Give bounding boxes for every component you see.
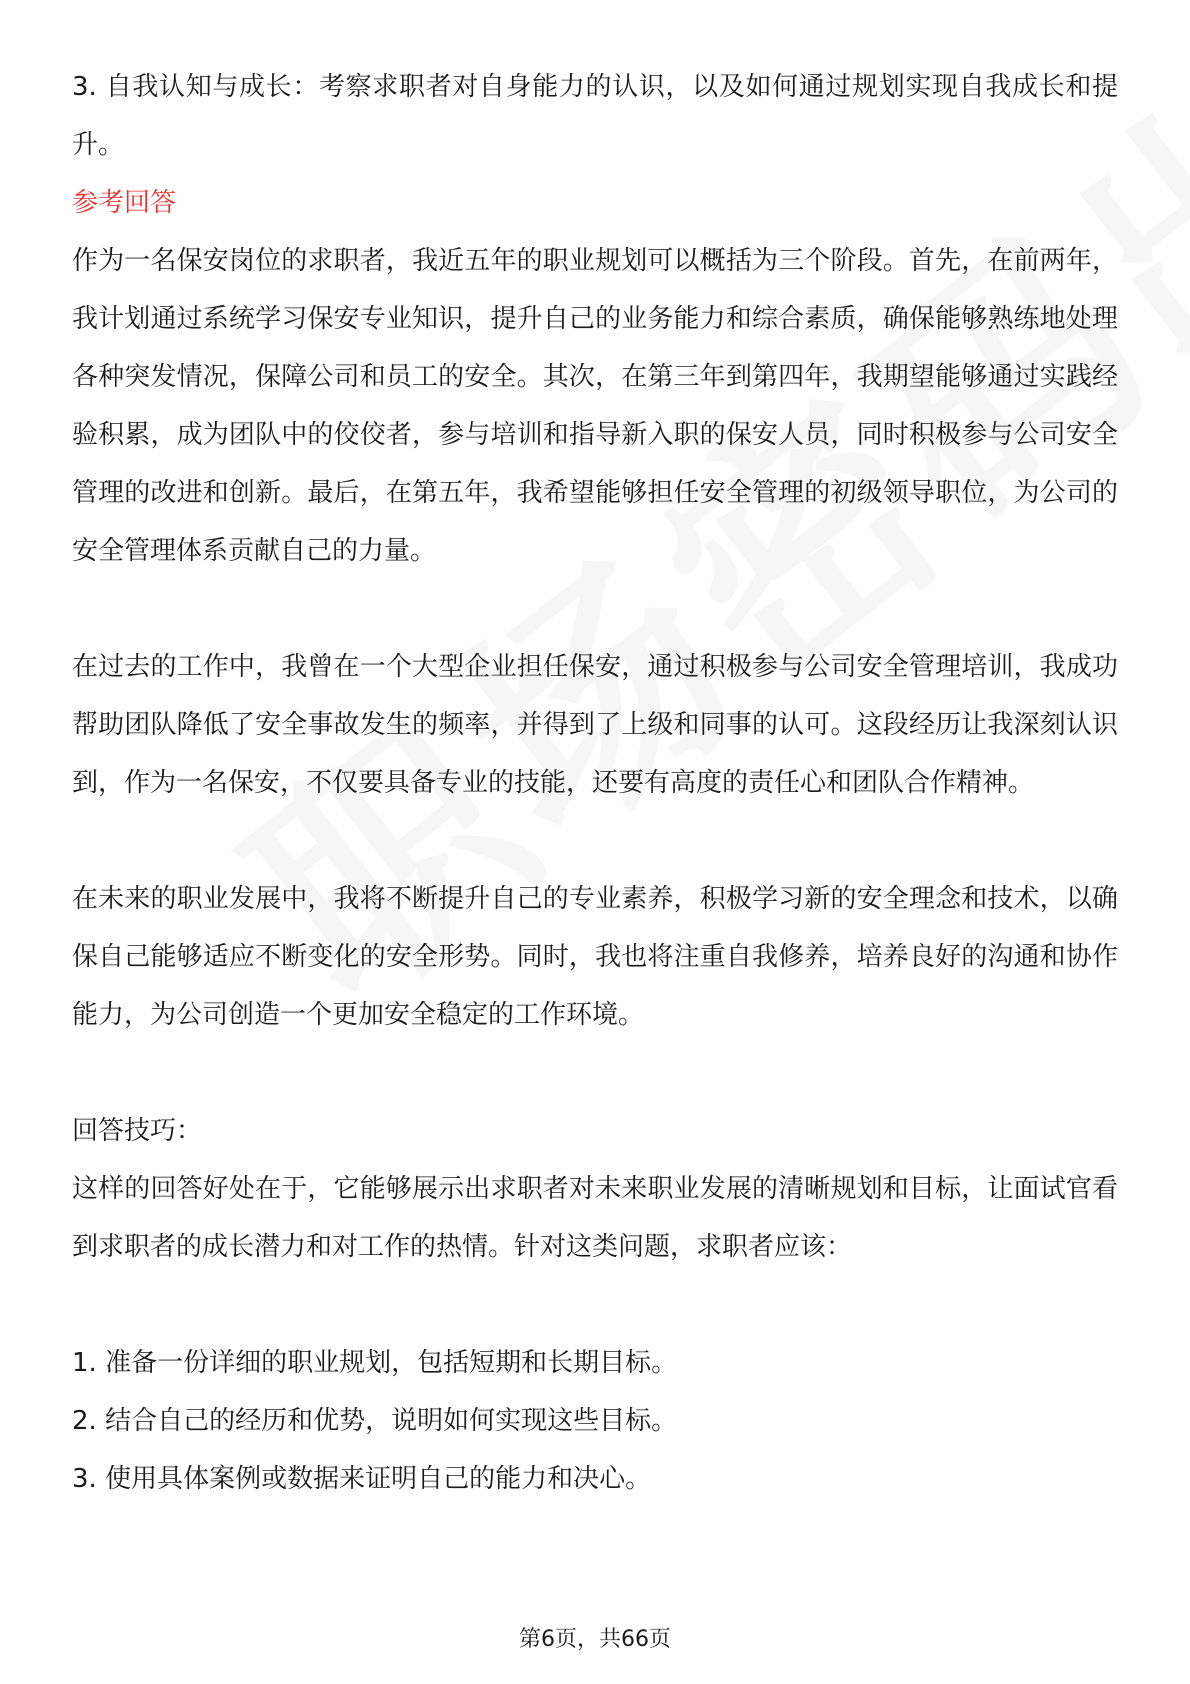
answer-paragraph-1: 作为一名保安岗位的求职者，我近五年的职业规划可以概括为三个阶段。首先，在前两年，我计划通过系统学习保安专业知识，提升自己的业务能力和综合素质，确保能够熟练地处理各种突发情况，保障公司和员工的安全。其次，在第三年到第四年，我期望能够通过实践经验积累，成为团队中的佼佼者，参与培训和指导新入职的保安人员，同时积极参与公司安全管理的改进和创新。最后，在第五年，我希望能够担任安全管理的初级领导职位，为公司的安全管理体系贡献自己的力量。 <box>72 246 1118 566</box>
tips-heading: 回答技巧： <box>72 1116 203 1146</box>
answer-paragraph-2: 在过去的工作中，我曾在一个大型企业担任保安，通过积极参与公司安全管理培训，我成功帮助团队降低了安全事故发生的频率，并得到了上级和同事的认可。这段经历让我深刻认识到，作为一名保安，不仅要具备专业的技能，还要有高度的责任心和团队合作精神。 <box>72 652 1118 798</box>
intro-list-item: 3. 自我认知与成长：考察求职者对自身能力的认识，以及如何通过规划实现自我成长和提升。 <box>72 72 1118 160</box>
document-body <box>72 58 1118 1508</box>
page-number-footer: 第6页，共66页 <box>519 1627 671 1652</box>
answer-paragraph-3: 在未来的职业发展中，我将不断提升自己的专业素养，积极学习新的安全理念和技术，以确保自己能够适应不断变化的安全形势。同时，我也将注重自我修养，培养良好的沟通和协作能力，为公司创造一个更加安全稳定的工作环境。 <box>72 884 1118 1030</box>
tips-intro: 这样的回答好处在于，它能够展示出求职者对未来职业发展的清晰规划和目标，让面试官看到求职者的成长潜力和对工作的热情。针对这类问题，求职者应该： <box>72 1174 1118 1262</box>
tips-list-item: 1. 准备一份详细的职业规划，包括短期和长期目标。 <box>72 1348 678 1378</box>
tips-list-item: 3. 使用具体案例或数据来证明自己的能力和决心。 <box>72 1464 652 1494</box>
tips-list-item: 2. 结合自己的经历和优势，说明如何实现这些目标。 <box>72 1406 678 1436</box>
reference-answer-heading: 参考回答 <box>72 188 177 218</box>
